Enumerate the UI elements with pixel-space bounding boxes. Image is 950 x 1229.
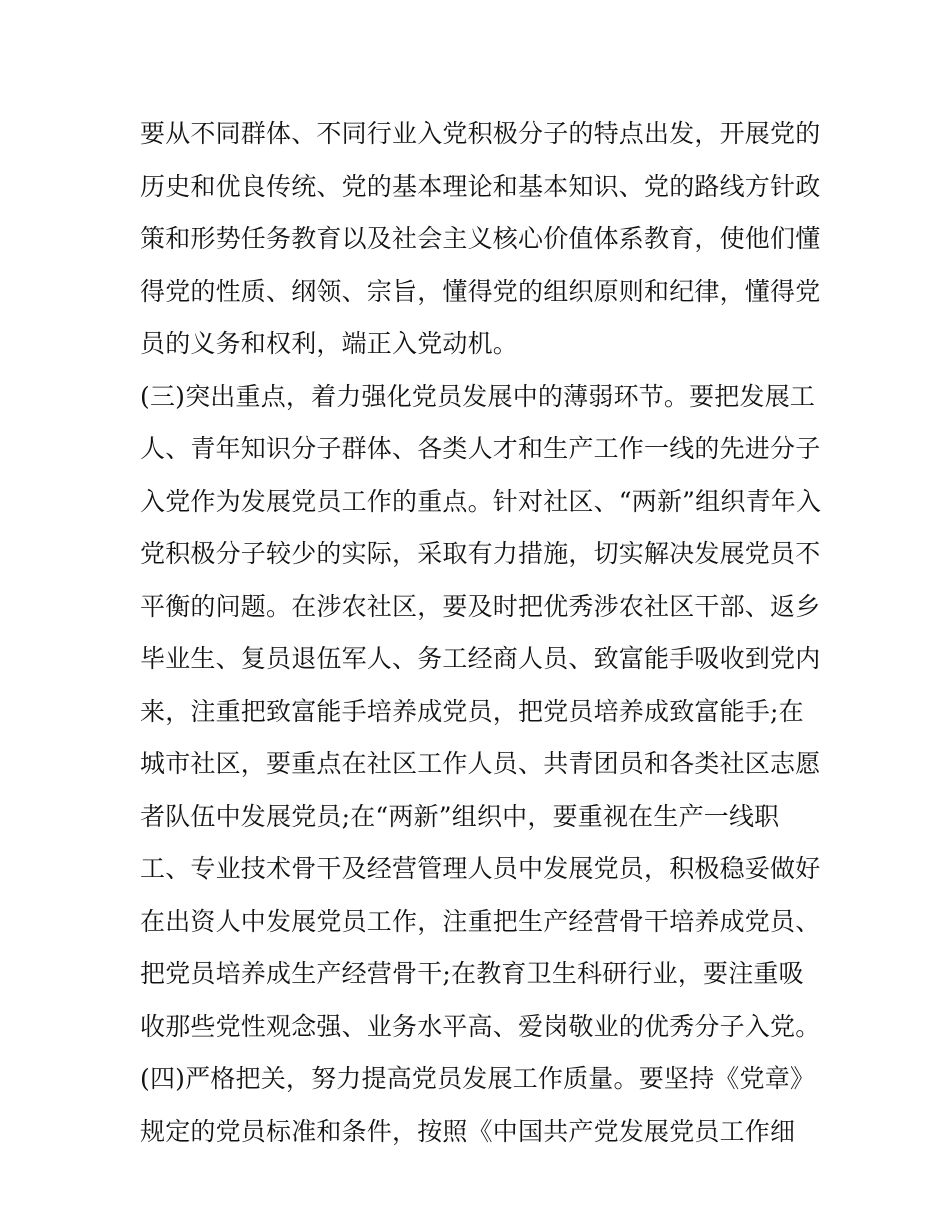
section-heading-3: (三)突出重点，着力强化党员发展中的薄弱环节。要把发展工	[140, 381, 816, 411]
text-line: 历史和优良传统、党的基本理论和基本知识、党的路线方针政	[140, 171, 821, 201]
text-line: 员的义务和权利，端正入党动机。	[140, 329, 519, 358]
text-line: 人、青年知识分子群体、各类人才和生产工作一线的先进分子	[140, 434, 821, 463]
text-line: 入党作为发展党员工作的重点。针对社区、“两新”组织青年入	[140, 486, 822, 516]
text-line: 工、专业技术骨干及经营管理人员中发展党员，积极稳妥做好	[140, 854, 821, 883]
text-line: 城市社区，要重点在社区工作人员、共青团员和各类社区志愿	[140, 749, 821, 778]
document-body	[140, 108, 830, 1158]
text-line: 要从不同群体、不同行业入党积极分子的特点出发，开展党的	[140, 119, 821, 148]
text-line: 来，注重把致富能手培养成党员，把党员培养成致富能手;在	[140, 696, 804, 726]
text-line: 把党员培养成生产经营骨干;在教育卫生科研行业，要注重吸	[140, 959, 804, 988]
text-line: 平衡的问题。在涉农社区，要及时把优秀涉农社区干部、返乡	[140, 591, 821, 621]
text-line: 得党的性质、纲领、宗旨，懂得党的组织原则和纪律，懂得党	[140, 276, 821, 306]
section-heading-4: (四)严格把关，努力提高党员发展工作质量。要坚持《党章》	[140, 1064, 816, 1093]
text-line: 策和形势任务教育以及社会主义核心价值体系教育，使他们懂	[140, 224, 821, 253]
text-line: 在出资人中发展党员工作，注重把生产经营骨干培养成党员、	[140, 906, 821, 936]
text-line: 收那些党性观念强、业务水平高、爱岗敬业的优秀分子入党。	[140, 1011, 821, 1041]
text-line: 者队伍中发展党员;在“两新”组织中，要重视在生产一线职	[140, 801, 780, 831]
text-line: 规定的党员标准和条件，按照《中国共产党发展党员工作细	[140, 1116, 796, 1146]
text-line: 党积极分子较少的实际，采取有力措施，切实解决发展党员不	[140, 539, 821, 568]
text-line: 毕业生、复员退伍军人、务工经商人员、致富能手吸收到党内	[140, 644, 821, 673]
